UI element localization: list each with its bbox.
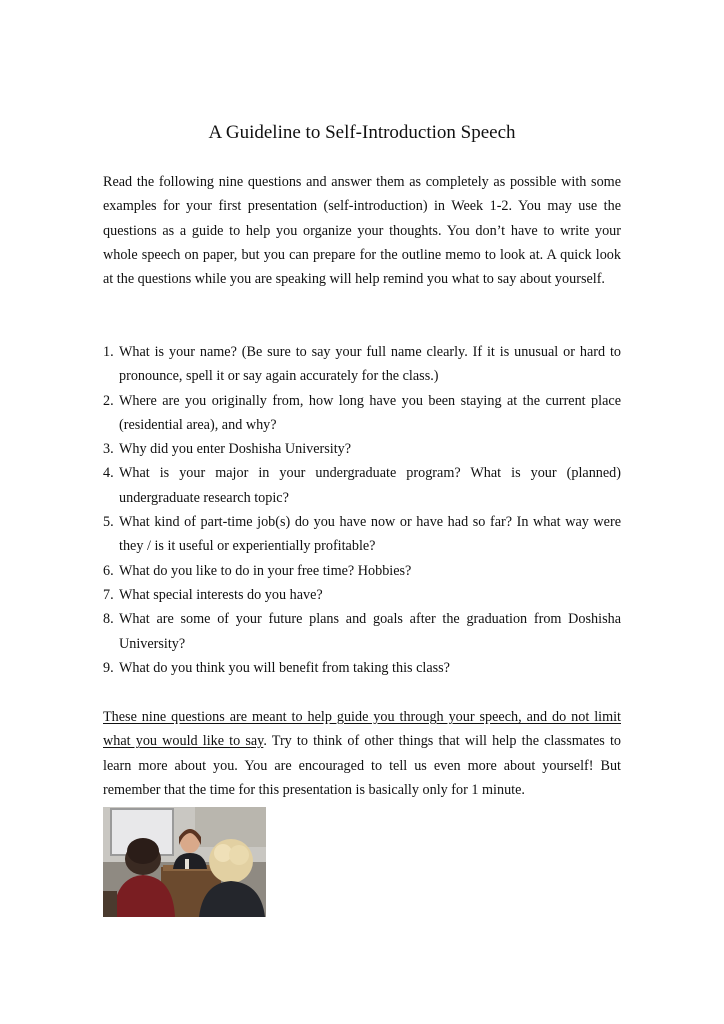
question-text: What do you think you will benefit from taking this class? [119, 659, 450, 676]
list-item [103, 559, 621, 583]
list-item [103, 510, 621, 559]
question-number: 6. [103, 562, 114, 579]
question-text: Why did you enter Doshisha University? [119, 441, 352, 458]
page-title: A Guideline to Self-Introduction Speech [208, 122, 516, 143]
question-number: 2. [103, 392, 114, 409]
question-number: 8. [103, 611, 114, 628]
list-item [103, 461, 621, 510]
classroom-presentation-photo [103, 807, 266, 917]
question-number: 5. [103, 514, 114, 531]
list-item [103, 340, 621, 389]
closing-text: . Try to think of other things that will help the classmates to learn more about you. You are encouraged to tell us even more about yourself! But remember that the time for this presentation is basically only for 1 minute. [103, 733, 621, 798]
question-number: 3. [103, 441, 114, 458]
question-number: 4. [103, 465, 114, 482]
question-text: What special interests do you have? [119, 586, 323, 603]
list-item [103, 437, 621, 461]
list-item [103, 656, 621, 680]
question-text: What is your major in your undergraduate program? What is your (planned) undergraduate research topic? [119, 465, 621, 506]
question-text: What is your name? (Be sure to say your full name clearly. If it is unusual or hard to pronounce, spell it or say again accurately for the class.) [119, 344, 621, 385]
question-list [103, 340, 621, 680]
question-number: 9. [103, 659, 114, 676]
question-text: What do you like to do in your free time? Hobbies? [119, 562, 412, 579]
list-item [103, 607, 621, 656]
list-item [103, 389, 621, 438]
question-text: What kind of part-time job(s) do you have now or have had so far? In what way were they / is it useful or experientially profitable? [119, 514, 621, 555]
question-number: 7. [103, 586, 114, 603]
underlined-note: These nine questions are meant to help guide you through your speech, and do not limit what you would like to say [103, 709, 621, 750]
question-number: 1. [103, 344, 114, 360]
closing-paragraph [103, 705, 621, 802]
question-text: Where are you originally from, how long have you been staying at the current place (residential area), and why? [119, 392, 621, 433]
list-item [103, 583, 621, 607]
question-text: What are some of your future plans and goals after the graduation from Doshisha University? [119, 611, 621, 652]
intro-paragraph: Read the following nine questions and answer them as completely as possible with some examples for your first presentation (self-introduction) in Week 1-2. You may use the questions as a guide to help you organize your thoughts. You don’t have to write your whole speech on paper, but you can prepare for the outline memo to look at. A quick look at the questions while you are speaking will help remind you what to say about yourself. [103, 174, 621, 288]
